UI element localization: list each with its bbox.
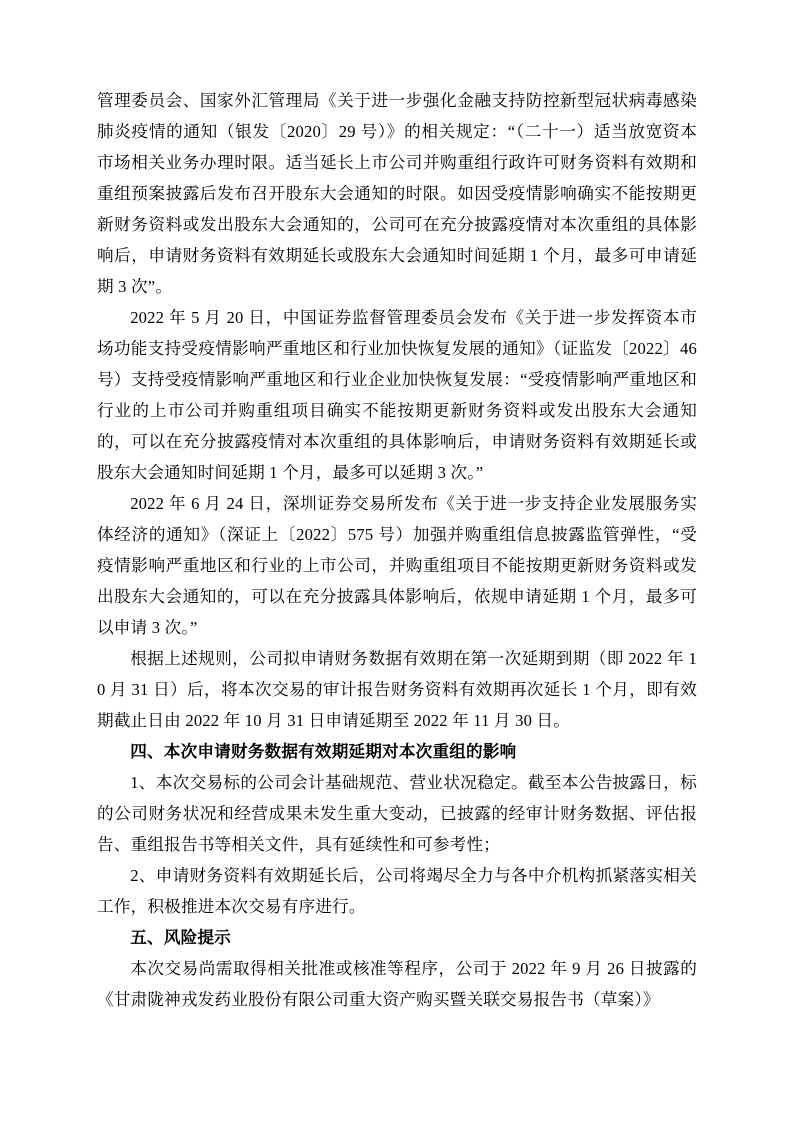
section-heading-4-impact: 四、本次申请财务数据有效期延期对本次重组的影响: [130, 742, 517, 761]
paragraph-szse-notice: 2022 年 6 月 24 日，深圳证券交易所发布《关于进一步支持企业发展服务实体经济的通知》（深证上〔2022〕575 号）加强并购重组信息披露监管弹性，“受疫情影响严重地区和行业的上市公司，并购重组项目不能按期更新财务资料或发出股东大会通知的，可以在充分披露具体影响后，依规申请延期 1 个月，最多可以申请 3 次。”: [97, 494, 697, 637]
paragraph-continuation: 管理委员会、国家外汇管理局《关于进一步强化金融支持防控新型冠状病毒感染肺炎疫情的通知（银发〔2020〕29 号）》的相关规定：“（二十一）适当放宽资本市场相关业务办理时限。适当延长上市公司并购重组行政许可财务资料有效期和重组预案披露后发布召开股东大会通知的时限。如因受疫情影响确实不能按期更新财务资料或发出股东大会通知的，公司可在充分披露疫情对本次重组的具体影响后，申请财务资料有效期延长或股东大会通知时间延期 1 个月，最多可申请延期 3 次”。: [97, 91, 697, 296]
document-body: [97, 85, 697, 1015]
paragraph-impact-item-1: 1、本次交易标的公司会计基础规范、营业状况稳定。截至本公告披露日，标的公司财务状况和经营成果未发生重大变动，已披露的经审计财务数据、评估报告、重组报告书等相关文件，具有延续性和可参考性；: [97, 773, 697, 854]
section-heading-5-risk: 五、风险提示: [130, 928, 231, 947]
paragraph-csrc-notice: 2022 年 5 月 20 日，中国证券监督管理委员会发布《关于进一步发挥资本市场功能支持受疫情影响严重地区和行业加快恢复发展的通知》（证监发〔2022〕46 号）支持受疫情影响严重地区和行业企业加快恢复发展：“受疫情影响严重地区和行业的上市公司并购重组项目确实不能按期更新财务资料或发出股东大会通知的，可以在充分披露疫情对本次重组的具体影响后，申请财务资料有效期延长或股东大会通知时间延期 1 个月，最多可以延期 3 次。”: [97, 308, 697, 482]
paragraph-risk-notice: 本次交易尚需取得相关批准或核准等程序，公司于 2022 年 9 月 26 日披露的《甘肃陇神戎发药业股份有限公司重大资产购买暨关联交易报告书（草案）》: [97, 959, 697, 1009]
paragraph-impact-item-2: 2、申请财务资料有效期延长后，公司将竭尽全力与各中介机构抓紧落实相关工作，积极推进本次交易有序进行。: [97, 866, 697, 916]
paragraph-extension-application: 根据上述规则，公司拟申请财务数据有效期在第一次延期到期（即 2022 年 10 月 31 日）后，将本次交易的审计报告财务资料有效期再次延长 1 个月，即有效期截止日由 2022 年 10 月 31 日申请延期至 2022 年 11 月 30 日。: [97, 649, 697, 730]
